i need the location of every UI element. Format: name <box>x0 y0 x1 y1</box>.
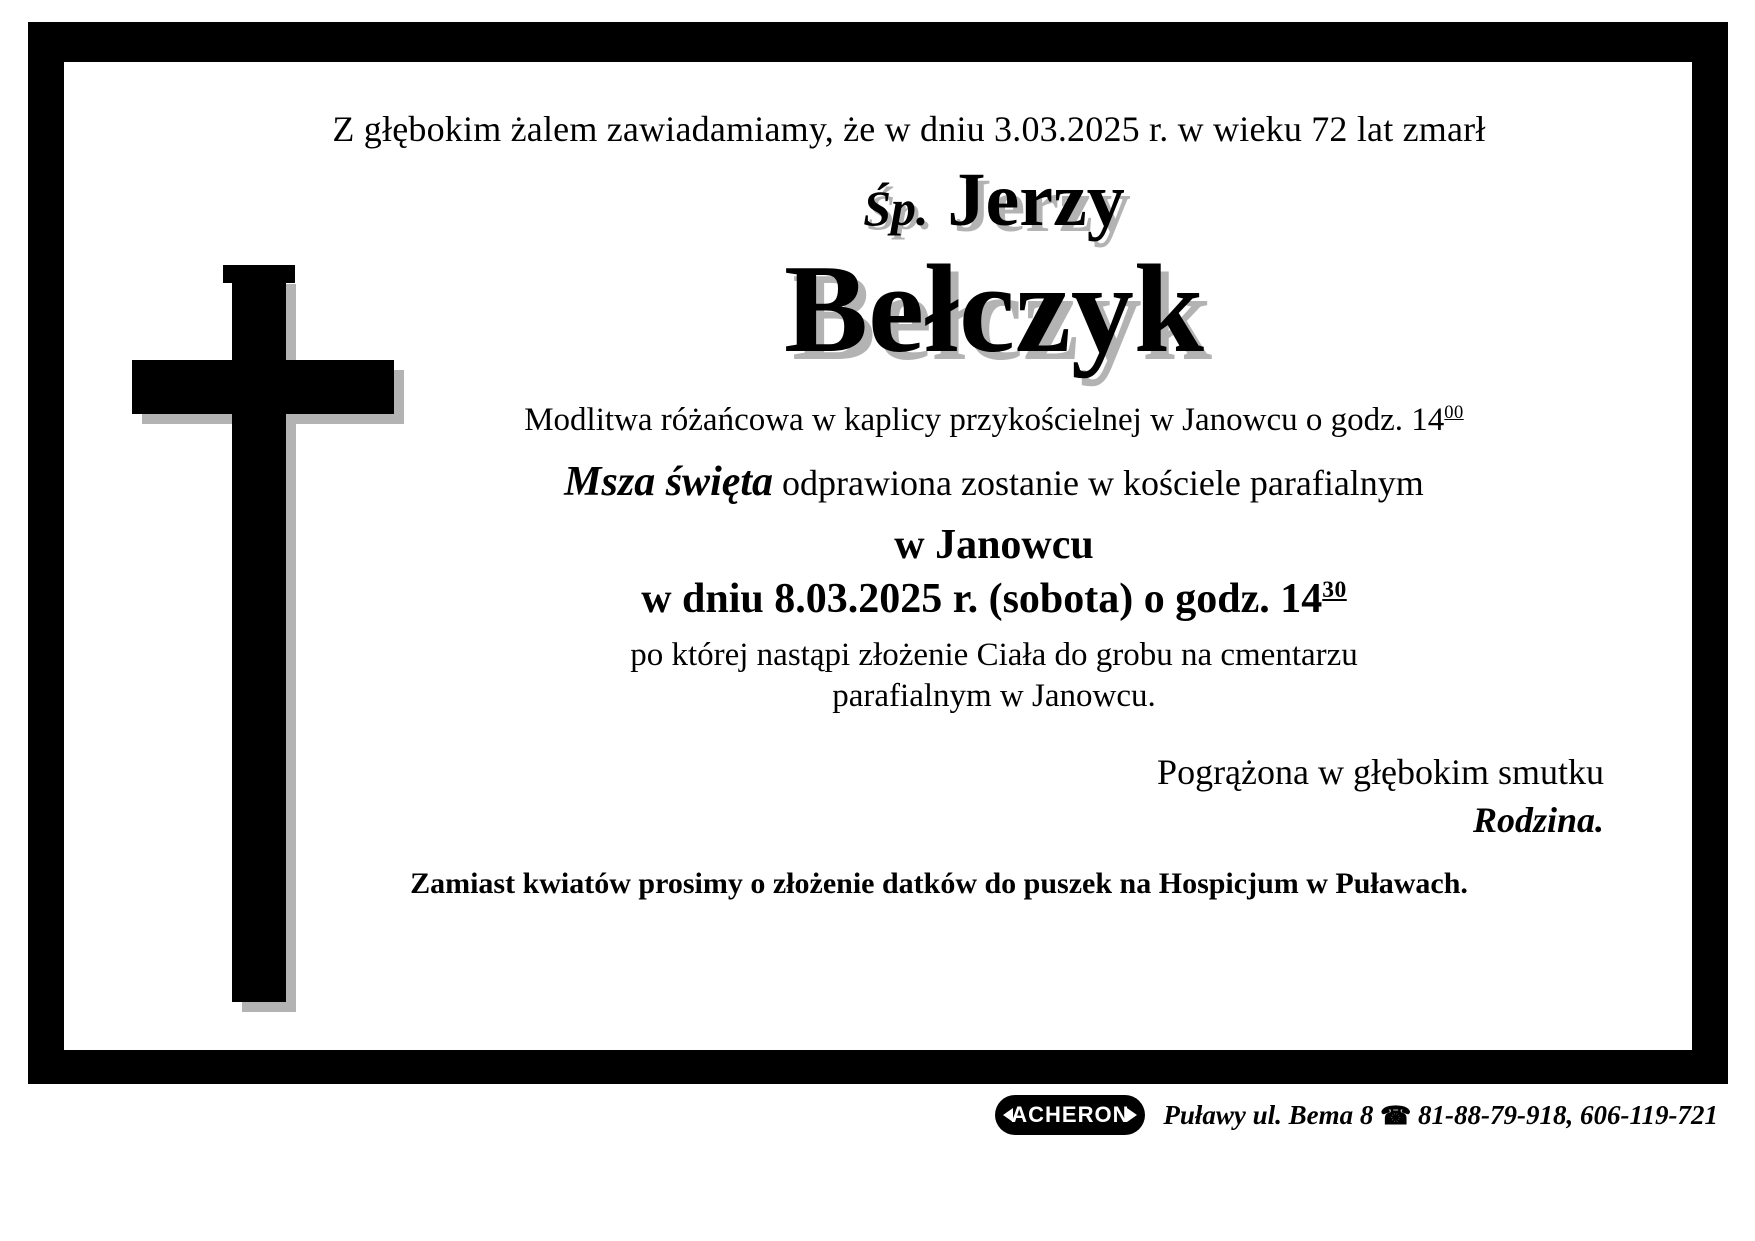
burial-line-2: parafialnym w Janowcu. <box>832 677 1156 714</box>
family-signature <box>364 751 1664 841</box>
footer-contact <box>1163 1100 1718 1131</box>
mass-line <box>324 457 1664 508</box>
deceased-name <box>324 158 1664 379</box>
footer-address: Puławy ul. Bema 8 <box>1163 1099 1374 1130</box>
rosary-text: Modlitwa różańcowa w kaplicy przykościelnej w Janowcu o godz. 14 <box>524 402 1445 439</box>
first-name-line <box>324 158 1664 242</box>
mass-date-line <box>324 575 1664 623</box>
mass-place: w Janowcu <box>894 521 1094 568</box>
rosary-time-minutes: 00 <box>1444 402 1464 423</box>
funeral-home-footer <box>28 1092 1728 1138</box>
footer-phones: 81-88-79-918, 606-119-721 <box>1418 1099 1718 1130</box>
family-line-2: Rodzina. <box>1472 800 1604 841</box>
burial-info <box>324 635 1664 718</box>
donation-request: Zamiast kwiatów prosimy o złożenie datków do puszek na Hospicjum w Puławach. <box>410 867 1468 901</box>
acheron-logo: ACHERON <box>995 1095 1145 1135</box>
family-line-1: Pogrążona w głębokim smutku <box>1157 752 1604 793</box>
last-name: Bełczyk <box>784 240 1204 379</box>
obituary-notice <box>28 22 1728 1084</box>
mass-time-minutes: 30 <box>1322 576 1347 603</box>
burial-line-1: po której nastąpi złożenie Ciała do grobu na cmentarzu <box>630 636 1358 673</box>
notice-paper <box>64 62 1692 1050</box>
mass-emphasis: Msza święta <box>564 459 774 506</box>
notice-content <box>332 90 1664 1040</box>
rosary-line <box>324 400 1664 441</box>
first-name: Jerzy <box>947 158 1125 242</box>
intro-line: Z głębokim żalem zawiadamiamy, że w dniu 3.03.2025 r. w wieku 72 lat zmarł <box>332 109 1486 149</box>
phone-icon: ☎ <box>1380 1102 1412 1130</box>
mass-rest: odprawiona zostanie w kościele parafialnym <box>773 463 1424 504</box>
honorific: Śp. <box>863 180 929 236</box>
mass-date-text: w dniu 8.03.2025 r. (sobota) o godz. 14 <box>641 575 1323 622</box>
ceremony-details <box>324 400 1664 717</box>
